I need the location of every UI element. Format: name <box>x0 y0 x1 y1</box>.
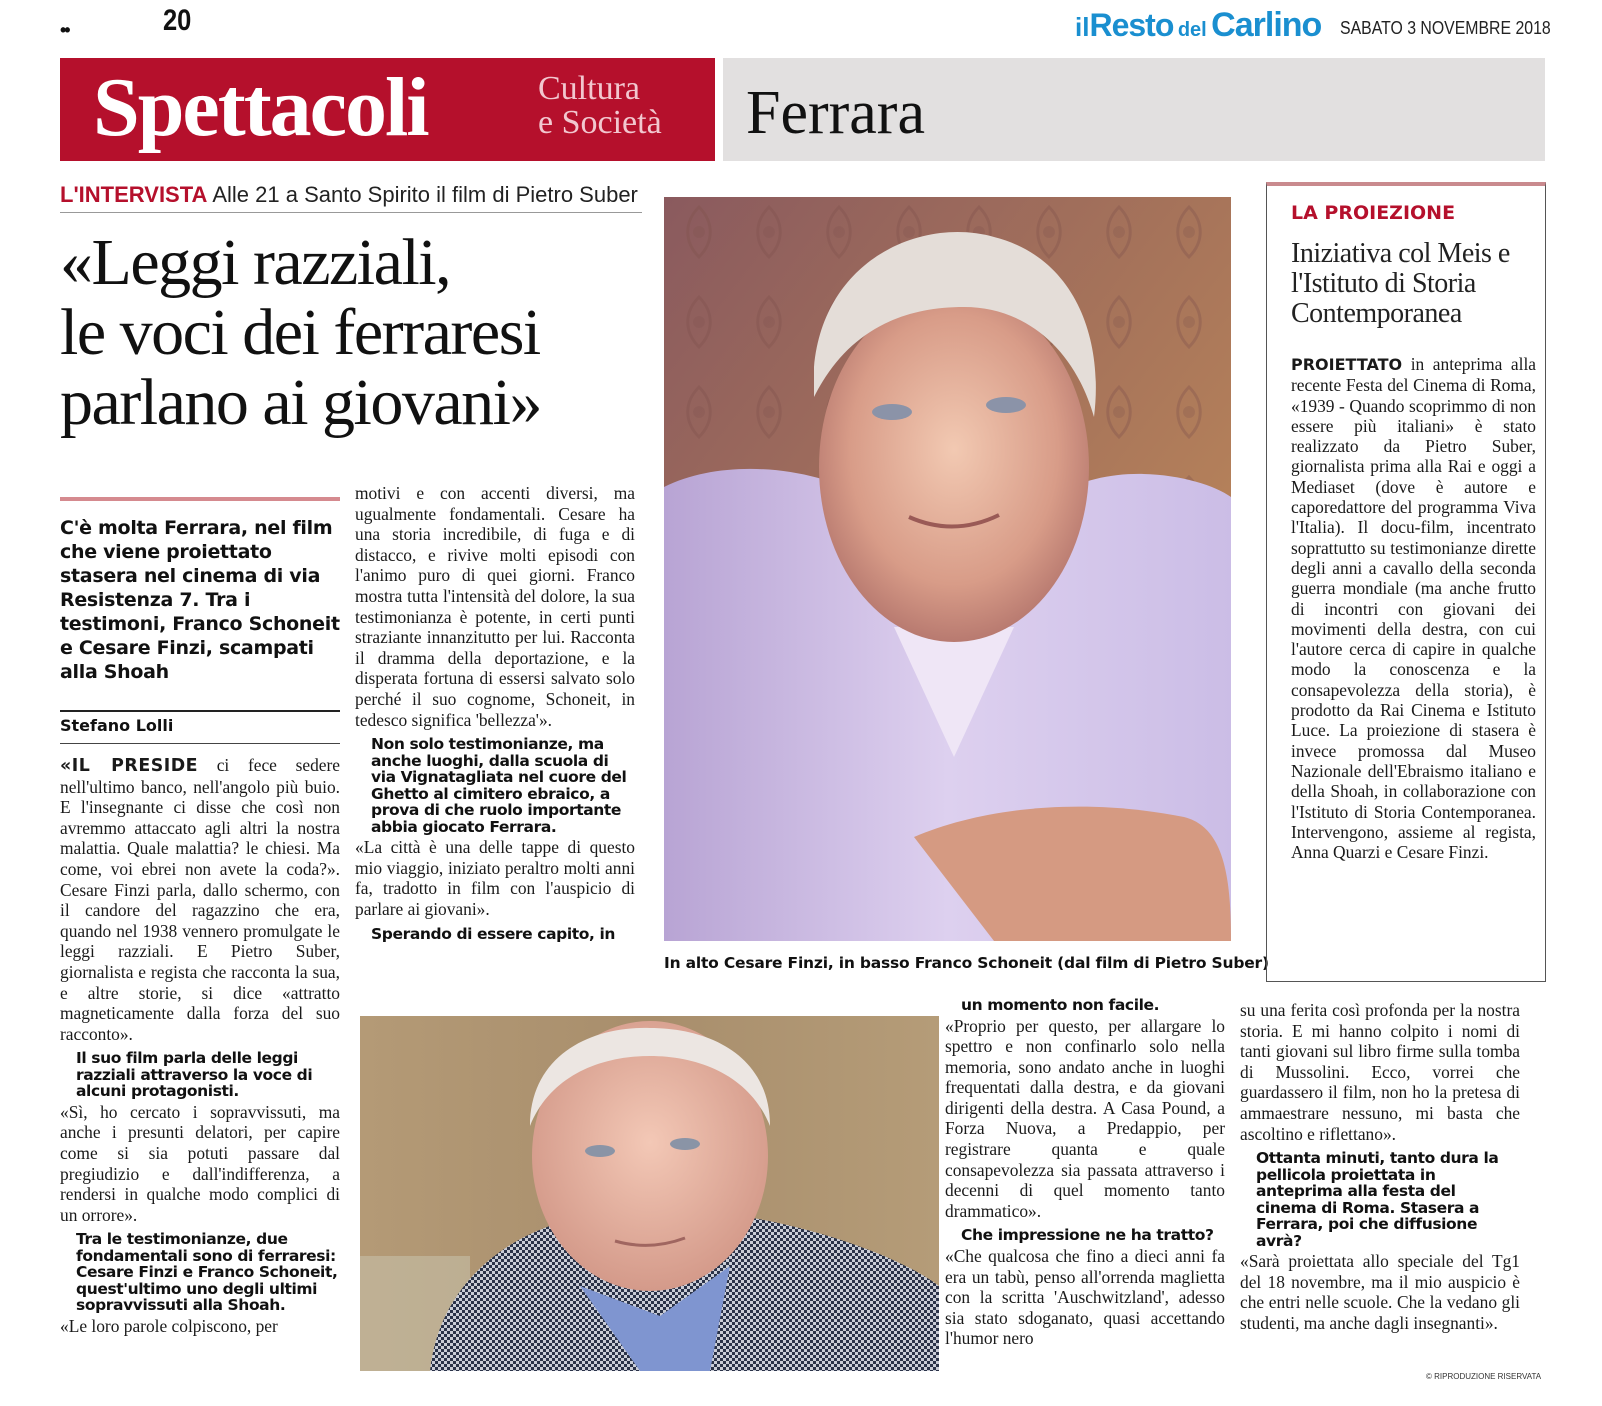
body-column-1 <box>60 755 340 1336</box>
sidebar-body: in anteprima alla recente Festa del Cinema di Roma, «1939 - Quando scoprimmo di non essere più italiani» è stato realizzato da Pietro Suber, giornalista prima alla Rai e oggi a Mediaset (dove è autore e caporedattore del programma Viva l'Italia). Il docu-film, incentrato soprattutto su testimonianze dirette degli anni a cavallo della seconda guerra mondiale (ma anche frutto di incontri con giovani dei movimenti della destra, con cui l'autore cerca di capire in qualche modo la conoscenza e la consapevolezza della storia), è prodotto da Rai Cinema e Istituto Luce. La proiezione di stasera è invece promossa dal Museo Nazionale dell'Ebraismo italiano e della Shoah, in collaborazione con l'Istituto di Storia Contemporanea. Intervengono, assieme al regista, Anna Quarzi e Cesare Finzi. <box>1291 354 1536 863</box>
interview-question: Ottanta minuti, tanto dura la pellicola proiettata in anteprima alla festa del cinema di Roma. Stasera a Ferrara, poi che diffusione avrà? <box>1256 1149 1499 1250</box>
masthead-logo <box>1075 6 1321 45</box>
body-paragraph: «Sì, ho cercato i sopravvissuti, ma anche i presunti delatori, per capire come si sia potuti passare dal pregiudizio e dall'indifferenza, a rendersi in qualche modo complici di un orrore». <box>60 1101 340 1225</box>
interview-question: un momento non facile. <box>961 996 1160 1014</box>
byline-divider-top <box>60 710 340 712</box>
body-paragraph: «La città è una delle tappe di questo mio viaggio, iniziato peraltro molti anni fa, tradotto in film con l'auspicio di parlare ai giovani». <box>355 837 635 919</box>
byline: Stefano Lolli <box>60 716 174 735</box>
portrait-image <box>664 197 1231 941</box>
page-marker: •• <box>60 20 69 40</box>
portrait-image <box>360 1016 939 1371</box>
body-paragraph: su una ferita così profonda per la nostra storia. E mi hanno colpito i nomi di tanti giovani sul libro firme sulla tomba di Mussolini. Ecco, vorrei che guardassero il film, non ho la pretesa di ammaestrare nessuno, mi basta che ascoltino e riflettano». <box>1240 1000 1520 1144</box>
interview-question: Sperando di essere capito, in <box>371 924 616 943</box>
city-name: Ferrara <box>746 79 925 147</box>
body-paragraph: «Le loro parole colpiscono, per <box>60 1315 278 1336</box>
headline-line-2: le voci dei ferraresi <box>60 296 540 369</box>
body-column-4 <box>1240 1000 1520 1334</box>
summary-divider <box>60 497 340 501</box>
body-lead: «IL PRESIDE <box>60 756 199 776</box>
article-headline <box>60 228 660 438</box>
kicker-tag: L'INTERVISTA <box>60 182 208 207</box>
interview-question: Non solo testimonianze, ma anche luoghi, dalla scuola di via Vignatagliata nel cuore del Ghetto al cimitero ebraico, a prova di che ruolo importante abbia giocato Ferrara. <box>371 735 627 836</box>
section-name: Spettacoli <box>93 61 428 154</box>
body-paragraph: «Sarà proiettata allo speciale del Tg1 del 18 novembre, ma il mio auspicio è che entri nelle scuole. Che la vedano gli studenti, ma anche dagli insegnanti». <box>1240 1251 1520 1333</box>
headline-line-1: «Leggi razziali, <box>60 226 451 299</box>
article-kicker <box>60 182 642 213</box>
masthead-carlino: Carlino <box>1211 6 1322 44</box>
interview-question: Che impressione ne ha tratto? <box>961 1226 1214 1245</box>
sidebar-box <box>1266 182 1546 982</box>
photo-franco-schoneit <box>360 1016 939 1371</box>
kicker-text: Alle 21 a Santo Spirito il film di Pietro Suber <box>207 182 638 207</box>
article-summary: C'è molta Ferrara, nel film che viene proiettato stasera nel cinema di via Resistenza 7. Tra i testimoni, Franco Schoneit e Cesare Finzi, scampati alla Shoah <box>60 517 340 683</box>
section-subtitle-line2: e Società <box>538 104 662 141</box>
sidebar-title: Iniziativa col Meis e l'Istituto di Storia Contemporanea <box>1291 238 1510 329</box>
masthead-il: il <box>1075 12 1090 42</box>
body-text: ci fece sedere nell'ultimo banco, nell'angolo più buio. E l'insegnante ci disse che così non avremmo attaccato agli altri la nostra malattia. Quale malattia? le chiesi. Ma come, voi ebrei non avete la coda?». Cesare Finzi parla, dallo schermo, con il candore del ragazzino che era, quando nel 1938 vennero promulgate le leggi razziali. E Pietro Suber, giornalista e regista che racconta la sua, e altre storie, si dice «attratto magneticamente dalla forza del suo racconto». <box>60 755 340 1044</box>
body-column-3 <box>945 997 1225 1349</box>
photo-caption: In alto Cesare Finzi, in basso Franco Schoneit (dal film di Pietro Suber) <box>664 954 1269 972</box>
body-paragraph: «Proprio per questo, per allargare lo spettro e non confinarlo solo nella memoria, sono andato anche in luoghi frequentati dalla destra, e da giovani dirigenti della destra. A Casa Pound, a Forza Nuova, a Predappio, per registrare quanta e quale consapevolezza sia passata attraverso i decenni di quel momento tanto drammatico». <box>945 1015 1225 1221</box>
body-paragraph <box>60 755 340 1044</box>
city-banner <box>723 58 1545 161</box>
byline-divider-bottom <box>60 743 340 744</box>
body-paragraph: motivi e con accenti diversi, ma ugualmente fondamentali. Cesare ha una storia incredibile, di fuga e di distacco, e rivive molti episodi con l'animo puro di quei giorni. Franco mostra tutta l'intensità del dolore, la sua testimonianza è potente, in certi punti straziante innanzitutto per lui. Racconta il dramma della deportazione, e la disperata fortuna di essersi salvato solo perché il suo cognome, Schoneit, in tedesco significa 'bellezza'». <box>355 483 635 730</box>
body-column-2 <box>355 483 635 944</box>
section-subtitle <box>538 72 662 140</box>
page-number: 20 <box>163 4 192 37</box>
body-paragraph: «Che qualcosa che fino a dieci anni fa era un tabù, penso all'orrenda maglietta con la scritta 'Auschwitzland', adesso sia stato sdoganato, quasi accettando l'humor nero <box>945 1245 1225 1349</box>
masthead-resto: Resto <box>1089 7 1174 43</box>
interview-question: Il suo film parla delle leggi razziali attraverso la voce di alcuni protagonisti. <box>76 1049 313 1101</box>
sidebar-text <box>1291 354 1536 862</box>
masthead-del: del <box>1177 19 1207 41</box>
sidebar-lead: PROIETTATO <box>1291 355 1403 374</box>
headline-line-3: parlano ai giovani» <box>60 366 542 439</box>
section-subtitle-line1: Cultura <box>538 70 640 107</box>
issue-date: SABATO 3 NOVEMBRE 2018 <box>1340 18 1551 38</box>
photo-cesare-finzi <box>664 197 1231 941</box>
section-banner <box>60 58 715 161</box>
sidebar-label: LA PROIEZIONE <box>1291 202 1456 224</box>
copyright-notice: © RIPRODUZIONE RISERVATA <box>1426 1372 1542 1381</box>
interview-question: Tra le testimonianze, due fondamentali sono di ferraresi: Cesare Finzi e Franco Schoneit, quest'ultimo uno degli ultimi sopravvissuti alla Shoah. <box>76 1230 338 1315</box>
